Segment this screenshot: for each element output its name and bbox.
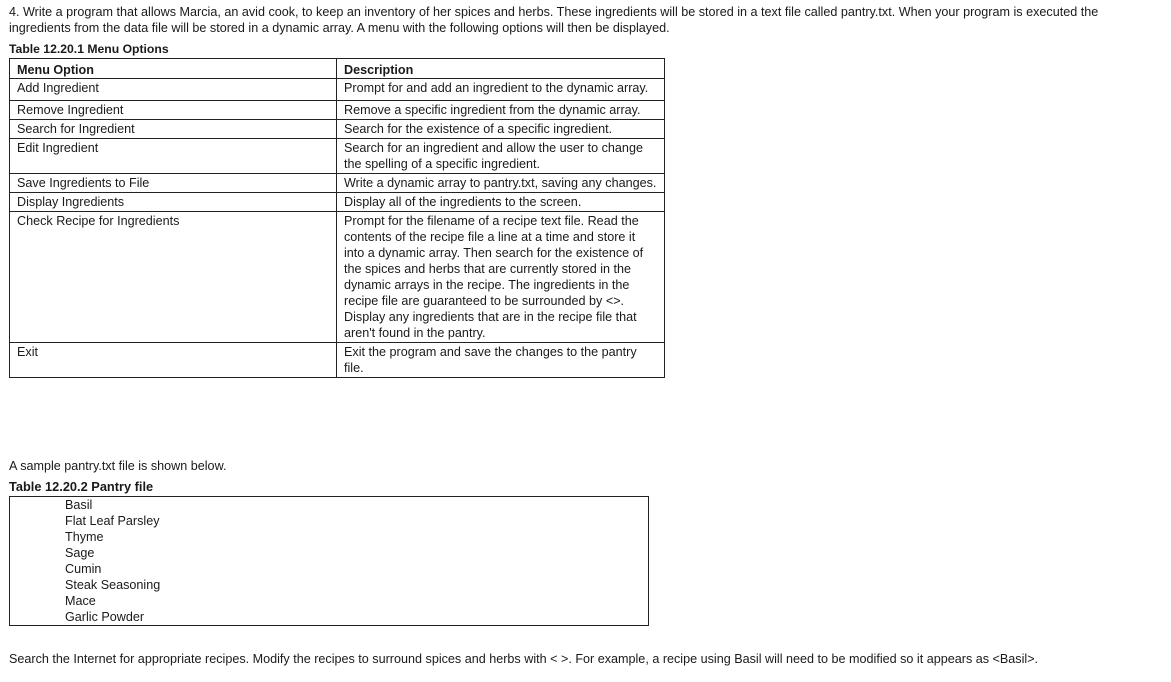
menu-option-cell: Remove Ingredient xyxy=(10,101,337,120)
problem-statement: 4. Write a program that allows Marcia, an avid cook, to keep an inventory of her spices and herbs. These ingredients will be stored in a text file called pantry.txt. When your program is executed the ingredients from the data file will be stored in a dynamic array. A menu with the following options will then be displayed. xyxy=(9,5,1099,35)
table-row xyxy=(10,343,665,378)
list-item: Garlic Powder xyxy=(65,610,145,624)
menu-option-cell: Exit xyxy=(10,343,337,378)
menu-option-cell: Save Ingredients to File xyxy=(10,174,337,193)
list-item: Thyme xyxy=(65,530,104,544)
menu-table-caption: Table 12.20.1 Menu Options xyxy=(9,42,169,56)
description-cell: Display all of the ingredients to the screen. xyxy=(337,193,665,212)
list-item: Sage xyxy=(65,546,95,560)
description-cell: Prompt for the filename of a recipe text file. Read the contents of the recipe file a line at a time and store it into a dynamic array. Then search for the existence of the spices and herbs that are currently stored in the dynamic arrays in the recipe. The ingredients in the recipe file are guaranteed to be surrounded by <>. Display any ingredients that are in the recipe file that aren't found in the pantry. xyxy=(337,212,665,343)
menu-option-cell: Check Recipe for Ingredients xyxy=(10,212,337,343)
table-row xyxy=(10,193,665,212)
pantry-file-table xyxy=(9,496,649,626)
table-row xyxy=(10,120,665,139)
table-row xyxy=(10,139,665,174)
description-cell: Search for an ingredient and allow the user to change the spelling of a specific ingredient. xyxy=(337,139,665,174)
closing-instructions: Search the Internet for appropriate recipes. Modify the recipes to surround spices and herbs with < >. For example, a recipe using Basil will need to be modified so it appears as <Basil>. xyxy=(9,652,1039,666)
description-cell: Search for the existence of a specific ingredient. xyxy=(337,120,665,139)
list-item: Steak Seasoning xyxy=(65,578,161,592)
menu-options-table xyxy=(9,58,665,378)
menu-option-cell: Edit Ingredient xyxy=(10,139,337,174)
description-cell: Remove a specific ingredient from the dynamic array. xyxy=(337,101,665,120)
table-row xyxy=(10,79,665,101)
list-item: Mace xyxy=(65,594,96,608)
pantry-table-caption: Table 12.20.2 Pantry file xyxy=(9,479,154,494)
list-item: Flat Leaf Parsley xyxy=(65,514,160,528)
list-item: Cumin xyxy=(65,562,102,576)
table-header-row xyxy=(10,59,665,79)
description-cell: Write a dynamic array to pantry.txt, saving any changes. xyxy=(337,174,665,193)
description-cell: Exit the program and save the changes to the pantry file. xyxy=(337,343,665,378)
table-row xyxy=(10,174,665,193)
pantry-list xyxy=(10,497,648,625)
description-header: Description xyxy=(337,59,665,79)
menu-option-cell: Add Ingredient xyxy=(10,79,337,101)
table-row xyxy=(10,101,665,120)
menu-option-cell: Display Ingredients xyxy=(10,193,337,212)
list-item: Basil xyxy=(65,498,93,512)
sample-file-intro: A sample pantry.txt file is shown below. xyxy=(9,459,227,473)
description-cell: Prompt for and add an ingredient to the dynamic array. xyxy=(337,79,665,101)
table-row xyxy=(10,212,665,343)
menu-option-cell: Search for Ingredient xyxy=(10,120,337,139)
menu-option-header: Menu Option xyxy=(10,59,337,79)
